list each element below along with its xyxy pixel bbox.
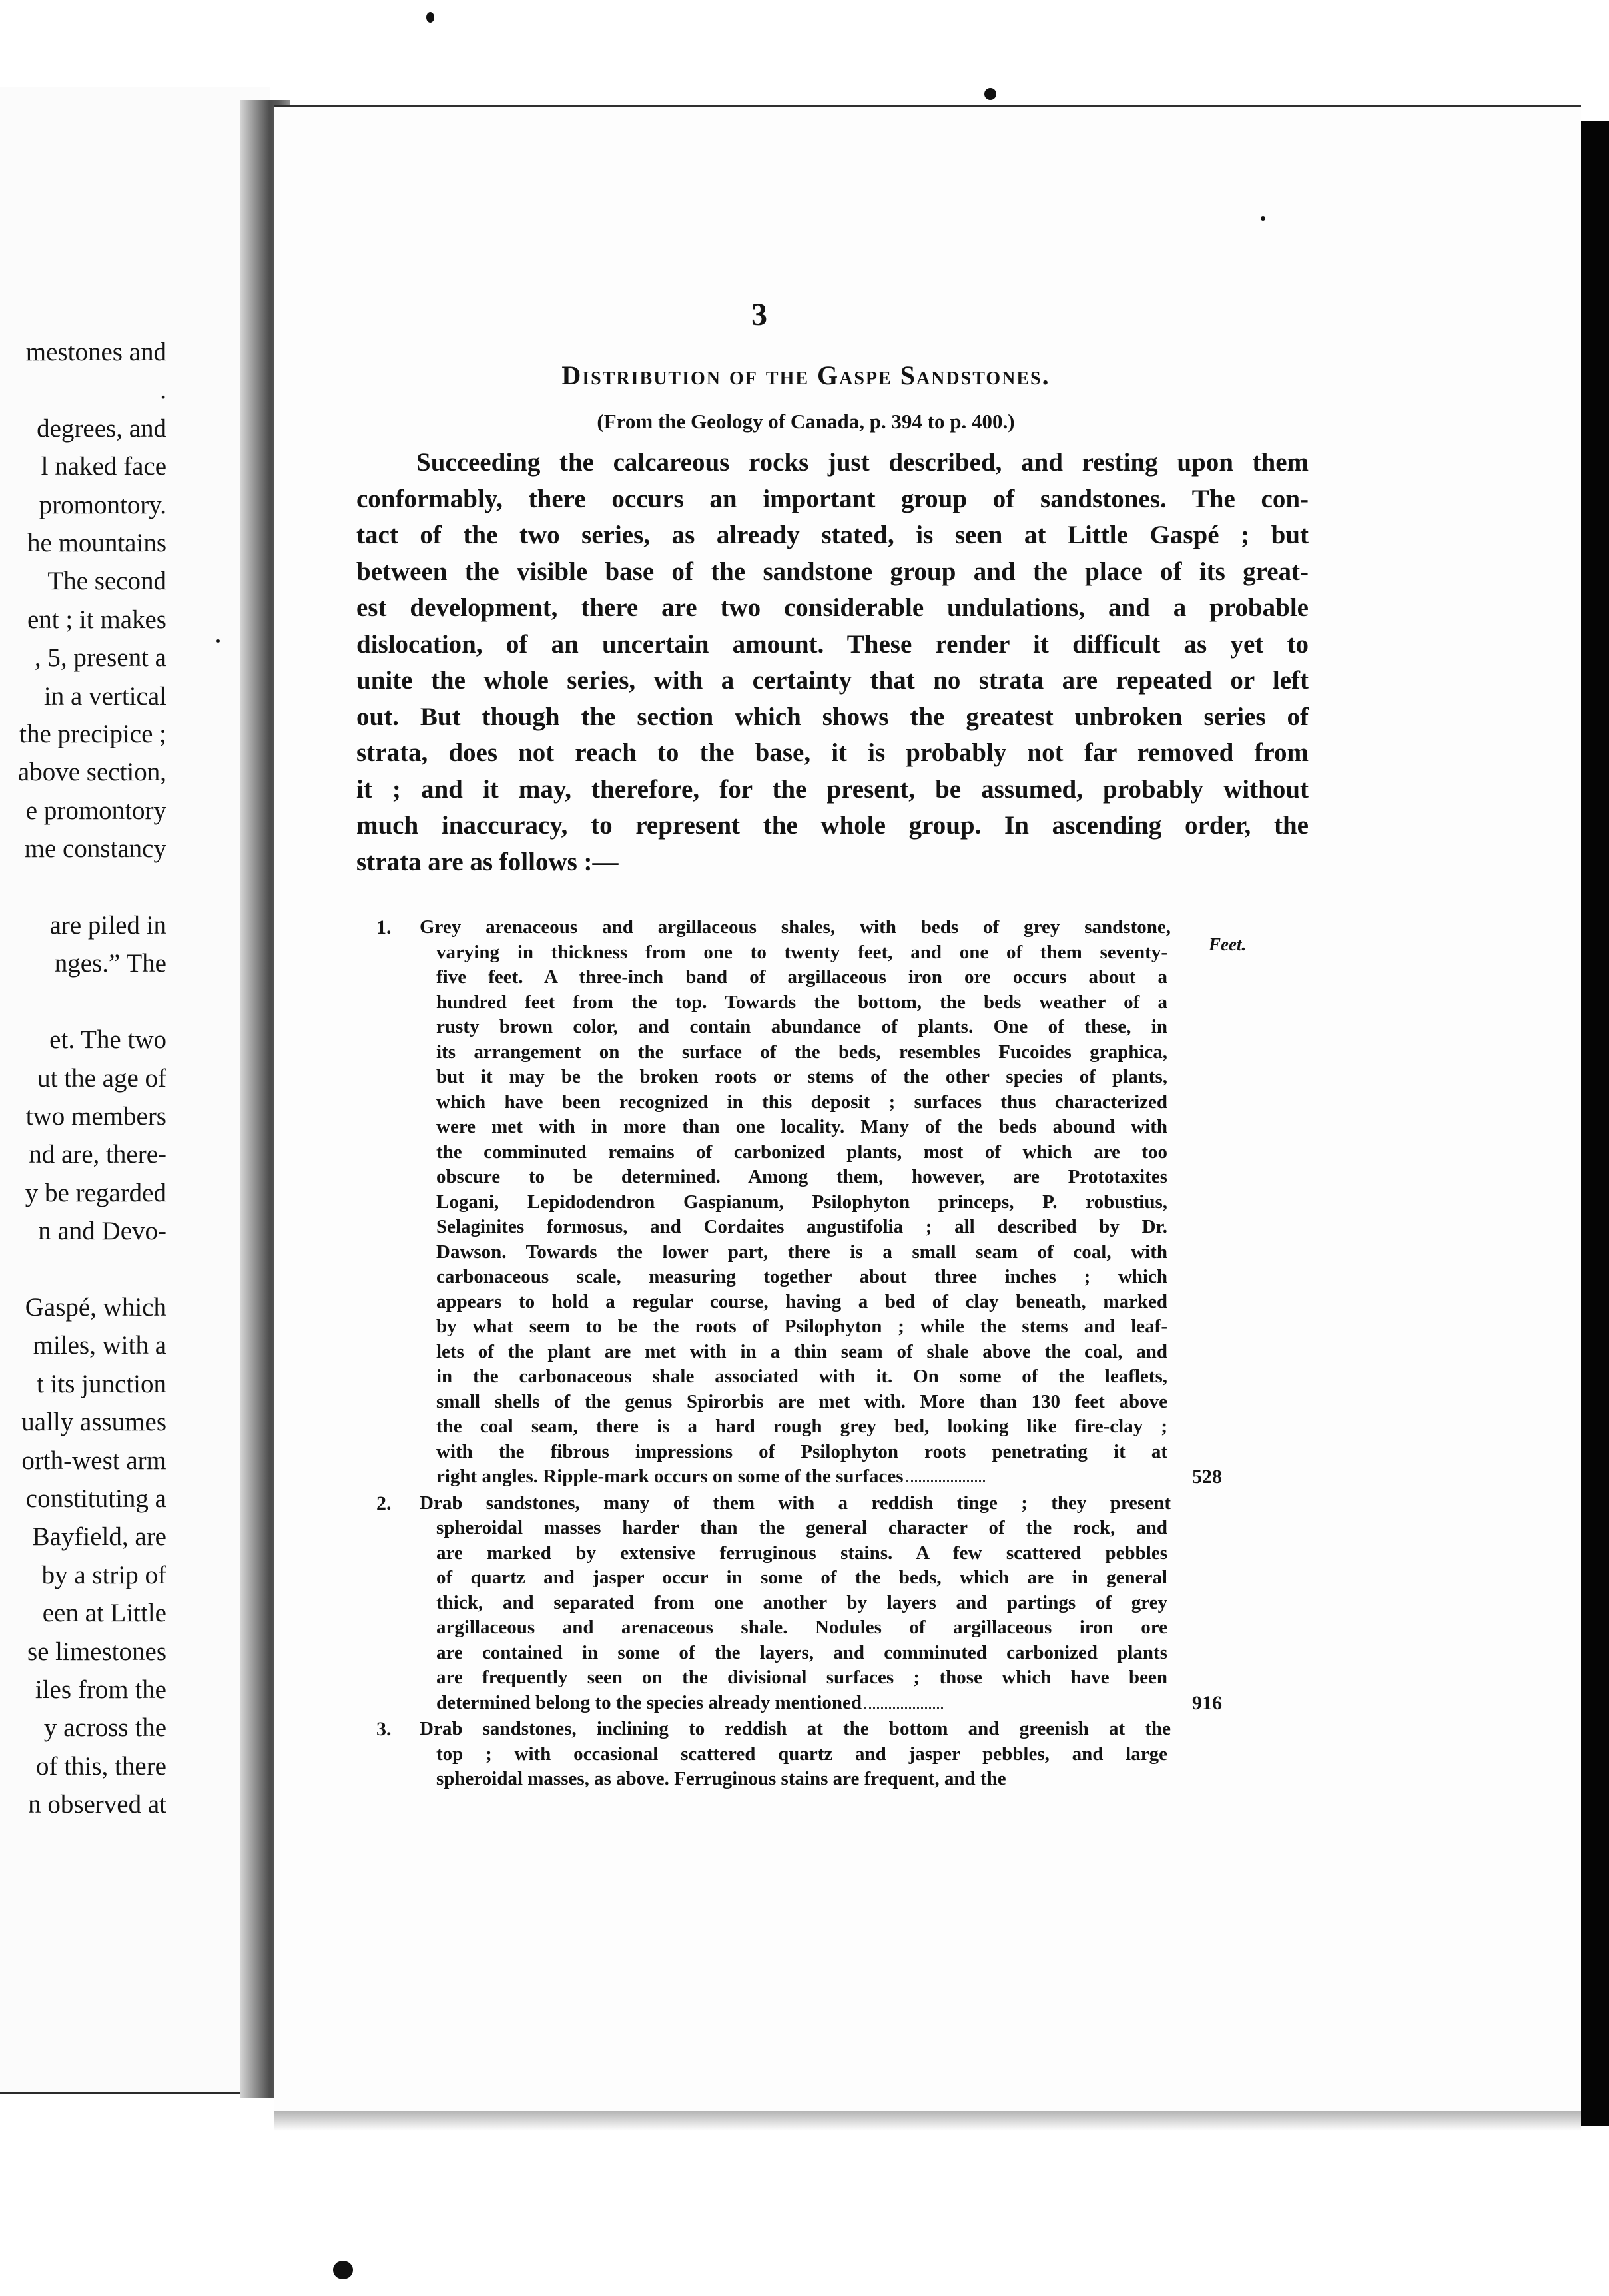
intro-line: dislocation, of an uncertain amount. These render it difficult as yet to: [356, 629, 1309, 659]
left-page-line: ut the age of: [37, 1063, 166, 1093]
stratum-line-text: argillaceous and arenaceous shale. Nodules of argillaceous iron ore: [436, 1617, 1167, 1638]
scan-speck: [984, 88, 996, 100]
left-page-line: ent ; it makes: [27, 605, 166, 634]
stratum-line: [436, 1592, 1167, 1614]
intro-line: unite the whole series, with a certainty that no strata are repeated or left: [356, 666, 1309, 695]
stratum-thickness-feet: 916: [1192, 1691, 1222, 1714]
stratum-line-text: in the carbonaceous shale associated with it. On some of the leaflets,: [436, 1366, 1167, 1387]
left-page-line: The second: [47, 567, 166, 596]
left-page-line: nges.” The: [54, 949, 166, 978]
stratum-line: [436, 1617, 1167, 1639]
stratum-thickness-feet: 528: [1192, 1466, 1222, 1488]
left-page-line: y across the: [43, 1713, 166, 1743]
left-page-line: he mountains: [27, 529, 166, 557]
left-page-line: are piled in: [49, 911, 166, 940]
left-page-line: , 5, present a: [34, 643, 166, 673]
stratum-line: [436, 1391, 1167, 1413]
stratum-line-text: hundred feet from the top. Towards the bottom, the beds weather of a: [436, 991, 1167, 1013]
stratum-line: [436, 1466, 1167, 1488]
dot-leader: [906, 1480, 985, 1482]
left-page-line: Bayfield, are: [32, 1522, 166, 1552]
stratum-line-text: carbonaceous scale, measuring together about three inches ; which: [436, 1266, 1167, 1287]
stratum-line-text: Selaginites formosus, and Cordaites angustifolia ; all described by Dr.: [436, 1216, 1167, 1237]
stratum-line: [436, 1291, 1167, 1313]
stratum-line: [436, 1567, 1167, 1589]
stratum-line-text: its arrangement on the surface of the beds, resembles Fucoides graphica,: [436, 1041, 1167, 1063]
stratum-line-text: spheroidal masses harder than the general character of the rock, and: [436, 1517, 1167, 1538]
stratum-line: [436, 942, 1167, 964]
left-page-line: ually assumes: [21, 1408, 166, 1437]
stratum-line-text: but it may be the broken roots or stems of the other species of plants,: [436, 1066, 1167, 1087]
left-page-line: .: [160, 376, 166, 405]
left-page-line: iles from the: [35, 1675, 166, 1704]
stratum-line: [420, 916, 1171, 938]
stratum-line-text: are contained in some of the layers, and comminuted carbonized plants: [436, 1641, 1167, 1663]
left-page-line: t its junction: [37, 1369, 166, 1398]
stratum-line-text: rusty brown color, and contain abundance of plants. One of these, in: [436, 1016, 1167, 1037]
stratum-line: [436, 1241, 1167, 1263]
stratum-line: [420, 1492, 1171, 1514]
left-page-line: Gaspé, which: [25, 1293, 166, 1322]
stratum-line-text: right angles. Ripple-mark occurs on some of the surfaces: [436, 1466, 904, 1487]
scan-speck: [216, 639, 220, 643]
stratum-line-text: thick, and separated from one another by layers and partings of grey: [436, 1591, 1167, 1613]
stratum-line: [436, 1517, 1167, 1539]
stratum-line-text: Drab sandstones, inclining to reddish at the bottom and greenish at the: [420, 1718, 1171, 1739]
scan-border: [1581, 121, 1609, 2126]
stratum-line: [436, 1642, 1167, 1664]
left-page-line: et. The two: [49, 1025, 166, 1055]
left-page-line: two members: [25, 1102, 166, 1131]
intro-line: it ; and it may, therefore, for the present, be assumed, probably without: [356, 774, 1309, 804]
stratum-line: [436, 1341, 1167, 1363]
stratum-line-text: varying in thickness from one to twenty feet, and one of them seventy-: [436, 941, 1167, 963]
stratum-line-text: appears to hold a regular course, having a bed of clay beneath, marked: [436, 1291, 1167, 1312]
page-shadow: [274, 2111, 1581, 2131]
stratum-line-text: were met with in more than one locality. Many of the beds abound with: [436, 1116, 1167, 1137]
intro-line: much inaccuracy, to represent the whole group. In ascending order, the: [356, 811, 1309, 840]
left-page-line: in a vertical: [43, 681, 166, 711]
left-page-line: orth-west arm: [21, 1446, 166, 1475]
left-page-line: the precipice ;: [19, 720, 166, 748]
left-page-line: above section,: [17, 758, 166, 787]
stratum-line-text: of quartz and jasper occur in some of the beds, which are in general: [436, 1567, 1167, 1588]
stratum-line: [436, 1041, 1167, 1063]
left-page-line: y be regarded: [25, 1178, 166, 1207]
scan-speck: [426, 12, 434, 23]
left-page-line: n and Devo-: [38, 1217, 166, 1246]
intro-line: out. But though the section which shows the greatest unbroken series of: [356, 702, 1309, 731]
stratum-line: [436, 1416, 1167, 1438]
stratum-line-text: spheroidal masses, as above. Ferruginous stains are frequent, and the: [436, 1768, 1006, 1789]
intro-line: strata, does not reach to the base, it is probably not far removed from: [356, 738, 1309, 767]
stratum-number: 2.: [376, 1492, 392, 1514]
left-page-line: me constancy: [24, 834, 166, 864]
left-page-line: constituting a: [25, 1484, 166, 1513]
left-page-line: by a strip of: [41, 1560, 166, 1589]
stratum-line-text: the comminuted remains of carbonized plants, most of which are too: [436, 1141, 1167, 1163]
stratum-line: [436, 1316, 1167, 1338]
intro-line: tact of the two series, as already stated, is seen at Little Gaspé ; but: [356, 521, 1309, 549]
dot-leader: [864, 1706, 943, 1709]
stratum-line: [436, 1191, 1167, 1213]
left-page-line: degrees, and: [37, 414, 166, 443]
stratum-line: [436, 1141, 1167, 1163]
stratum-number: 3.: [376, 1718, 392, 1740]
stratum-line-text: Logani, Lepidodendron Gaspianum, Psilophyton princeps, P. robustius,: [436, 1191, 1167, 1213]
stratum-line: [436, 1116, 1167, 1138]
left-page-line: miles, with a: [33, 1331, 166, 1360]
left-page-line: e promontory: [25, 796, 166, 825]
section-source: (From the Geology of Canada, p. 394 to p. 400.): [597, 410, 1015, 433]
intro-line: conformably, there occurs an important group of sandstones. The con-: [356, 484, 1309, 513]
stratum-line-text: lets of the plant are met with in a thin seam of shale above the coal, and: [436, 1340, 1167, 1362]
stratum-line-text: the coal seam, there is a hard rough grey bed, looking like fire-clay ;: [436, 1416, 1167, 1437]
scan-speck: [1261, 216, 1265, 221]
stratum-line-text: small shells of the genus Spirorbis are met with. More than 130 feet above: [436, 1390, 1167, 1412]
intro-line: Succeeding the calcareous rocks just described, and resting upon them: [416, 448, 1309, 477]
stratum-line-text: top ; with occasional scattered quartz and jasper pebbles, and large: [436, 1743, 1167, 1765]
scan-speck: [333, 2261, 353, 2279]
stratum-line: [436, 1366, 1167, 1388]
left-page-line: promontory.: [39, 490, 166, 519]
stratum-line: [420, 1718, 1171, 1740]
stratum-line: [436, 1441, 1167, 1463]
left-page-line: l naked face: [41, 452, 166, 481]
stratum-line: [436, 1542, 1167, 1564]
stratum-line-text: determined belong to the species already mentioned: [436, 1691, 862, 1713]
stratum-line-text: five feet. A three-inch band of argillaceous iron ore occurs about a: [436, 966, 1167, 988]
intro-line: between the visible base of the sandstone group and the place of its great-: [356, 557, 1309, 586]
stratum-line-text: which have been recognized in this deposit ; surfaces thus characterized: [436, 1091, 1167, 1113]
stratum-line: [436, 1768, 1167, 1790]
stratum-line-text: Drab sandstones, many of them with a reddish tinge ; they present: [420, 1492, 1171, 1514]
stratum-line: [436, 1692, 1167, 1714]
stratum-line-text: Dawson. Towards the lower part, there is a small seam of coal, with: [436, 1241, 1167, 1263]
stratum-line: [436, 1667, 1167, 1689]
left-page-text: [0, 333, 166, 1865]
stratum-line-text: are frequently seen on the divisional surfaces ; those which have been: [436, 1667, 1167, 1688]
stratum-line-text: with the fibrous impressions of Psilophyton roots penetrating it at: [436, 1440, 1167, 1462]
stratum-line: [436, 1216, 1167, 1238]
stratum-line-text: obscure to be determined. Among them, however, are Prototaxites: [436, 1166, 1167, 1187]
stratum-line: [436, 1016, 1167, 1038]
stratum-line: [436, 992, 1167, 1013]
left-page-line: nd are, there-: [29, 1140, 166, 1169]
stratum-line: [436, 1743, 1167, 1765]
stratum-line-text: by what seem to be the roots of Psilophyton ; while the stems and leaf-: [436, 1316, 1167, 1337]
feet-column-header: Feet.: [1209, 934, 1247, 954]
left-page-line: of this, there: [35, 1751, 166, 1781]
page-number: 3: [751, 297, 767, 332]
left-page-line: een at Little: [42, 1599, 166, 1628]
intro-line: strata are as follows :—: [356, 847, 619, 876]
section-title: Distribution of the Gaspe Sandstones.: [561, 360, 1050, 390]
stratum-line: [436, 1166, 1167, 1188]
stratum-line: [436, 1266, 1167, 1288]
left-page-line: n observed at: [28, 1790, 166, 1819]
stratum-line: [436, 1091, 1167, 1113]
stratum-number: 1.: [376, 916, 392, 938]
stratum-line: [436, 966, 1167, 988]
stratum-line-text: are marked by extensive ferruginous stains. A few scattered pebbles: [436, 1542, 1167, 1564]
left-page-line: mestones and: [25, 338, 166, 366]
left-page-line: se limestones: [27, 1637, 166, 1666]
stratum-line-text: Grey arenaceous and argillaceous shales, with beds of grey sandstone,: [420, 916, 1171, 938]
stratum-line: [436, 1066, 1167, 1088]
intro-line: est development, there are two considerable undulations, and a probable: [356, 593, 1309, 622]
